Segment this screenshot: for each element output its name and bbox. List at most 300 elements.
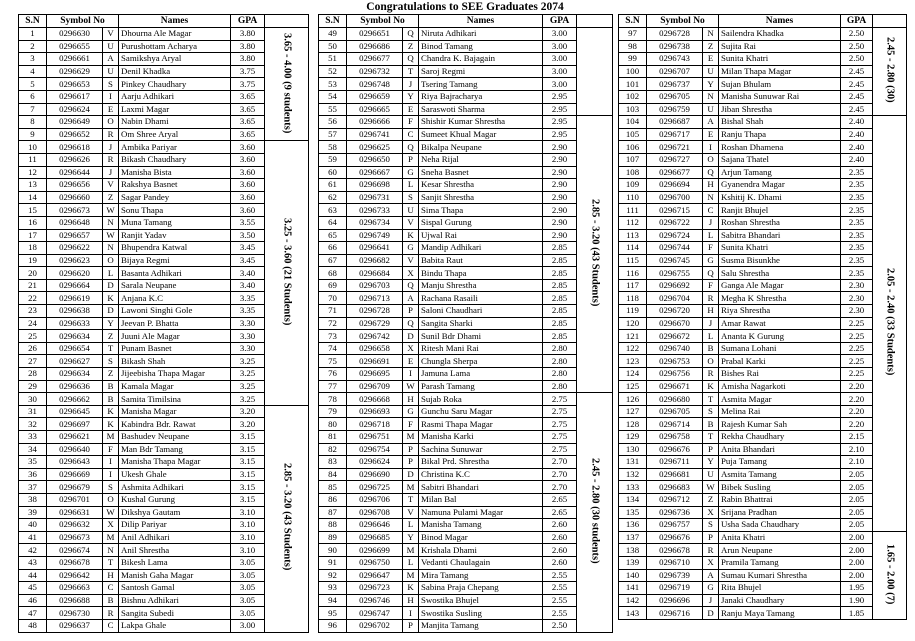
- student-gpa: 3.80: [231, 53, 265, 66]
- table-row: [619, 116, 907, 129]
- student-gpa: 2.60: [543, 531, 577, 544]
- student-name: Ananta K Gurung: [719, 330, 841, 343]
- table-row: [619, 380, 907, 393]
- table-row: [319, 242, 613, 255]
- table-row: [619, 267, 907, 280]
- student-name: Bishnu Adhikari: [119, 594, 231, 607]
- student-gpa: 2.40: [841, 153, 873, 166]
- student-name: Aarju Adhikari: [119, 90, 231, 103]
- student-sn: 6: [19, 90, 47, 103]
- student-symbol-letter: V: [103, 179, 119, 192]
- student-symbol-letter: I: [103, 456, 119, 469]
- student-gpa: 2.15: [841, 431, 873, 444]
- student-name: Manish Gaha Magar: [119, 569, 231, 582]
- student-symbol-letter: P: [403, 153, 419, 166]
- student-gpa: 2.25: [841, 368, 873, 381]
- student-name: Ganga Ale Magar: [719, 279, 841, 292]
- student-name: Denil Khadka: [119, 65, 231, 78]
- student-gpa: 2.35: [841, 191, 873, 204]
- student-name: Lakpa Ghale: [119, 619, 231, 632]
- student-gpa: 2.45: [841, 78, 873, 91]
- student-name: Bikash Shah: [119, 355, 231, 368]
- student-symbol: 0296743: [647, 53, 703, 66]
- student-gpa: 3.65: [231, 103, 265, 116]
- header-names: Names: [419, 15, 543, 28]
- student-sn: 108: [619, 166, 647, 179]
- student-sn: 56: [319, 116, 347, 129]
- table-row: [619, 544, 907, 557]
- student-gpa: 2.30: [841, 305, 873, 318]
- student-symbol: 0296618: [47, 141, 103, 154]
- student-gpa: 3.75: [231, 78, 265, 91]
- student-sn: 64: [319, 216, 347, 229]
- student-sn: 54: [319, 90, 347, 103]
- table-row: [319, 179, 613, 192]
- student-sn: 110: [619, 191, 647, 204]
- student-name: Pinkey Chaudhary: [119, 78, 231, 91]
- student-name: Susma Bisunkhe: [719, 254, 841, 267]
- student-symbol: 0296702: [347, 619, 403, 632]
- student-name: Niruta Adhikari: [419, 28, 543, 41]
- table-row: [619, 594, 907, 607]
- student-gpa: 3.00: [543, 53, 577, 66]
- table-row: [619, 40, 907, 53]
- student-symbol: 0296681: [647, 468, 703, 481]
- student-sn: 55: [319, 103, 347, 116]
- student-symbol-letter: P: [403, 456, 419, 469]
- student-sn: 14: [19, 191, 47, 204]
- student-sn: 132: [619, 468, 647, 481]
- student-sn: 72: [319, 317, 347, 330]
- student-gpa: 2.95: [543, 128, 577, 141]
- table-row: [319, 292, 613, 305]
- student-sn: 95: [319, 607, 347, 620]
- student-symbol-letter: O: [703, 153, 719, 166]
- student-symbol: 0296706: [347, 493, 403, 506]
- student-sn: 133: [619, 481, 647, 494]
- student-symbol: 0296671: [647, 380, 703, 393]
- student-gpa: 1.95: [841, 582, 873, 595]
- student-sn: 60: [319, 166, 347, 179]
- student-symbol: 0296716: [647, 607, 703, 620]
- student-symbol-letter: B: [703, 418, 719, 431]
- student-sn: 104: [619, 116, 647, 129]
- student-sn: 38: [19, 493, 47, 506]
- graduates-table-2: [318, 14, 613, 633]
- student-sn: 99: [619, 53, 647, 66]
- student-sn: 107: [619, 153, 647, 166]
- student-sn: 76: [319, 368, 347, 381]
- table-row: [619, 393, 907, 406]
- student-name: Kushal Gurung: [119, 493, 231, 506]
- table-row: [319, 594, 613, 607]
- student-symbol-letter: U: [103, 40, 119, 53]
- student-symbol-letter: J: [403, 78, 419, 91]
- student-sn: 89: [319, 531, 347, 544]
- student-name: Ujwal Rai: [419, 229, 543, 242]
- table-row: [319, 544, 613, 557]
- student-symbol: 0296678: [647, 544, 703, 557]
- student-symbol-letter: W: [403, 380, 419, 393]
- student-symbol: 0296695: [347, 368, 403, 381]
- student-sn: 47: [19, 607, 47, 620]
- student-name: Chungla Sherpa: [419, 355, 543, 368]
- student-gpa: 2.50: [841, 53, 873, 66]
- table-row: [319, 431, 613, 444]
- student-symbol-letter: D: [403, 468, 419, 481]
- student-symbol-letter: D: [103, 305, 119, 318]
- student-name: Sonu Thapa: [119, 204, 231, 217]
- student-symbol: 0296676: [647, 531, 703, 544]
- student-sn: 93: [319, 582, 347, 595]
- student-sn: 63: [319, 204, 347, 217]
- student-symbol-letter: P: [703, 531, 719, 544]
- student-symbol-letter: U: [403, 204, 419, 217]
- student-gpa: 2.90: [543, 191, 577, 204]
- student-gpa: 2.05: [841, 506, 873, 519]
- student-symbol-letter: G: [703, 254, 719, 267]
- student-sn: 11: [19, 153, 47, 166]
- student-name: Anil Adhikari: [119, 531, 231, 544]
- header-names: Names: [119, 15, 231, 28]
- student-gpa: 1.85: [841, 607, 873, 620]
- student-name: Rachana Rasaili: [419, 292, 543, 305]
- student-sn: 74: [319, 342, 347, 355]
- table-row: [319, 418, 613, 431]
- student-gpa: 1.90: [841, 594, 873, 607]
- student-sn: 77: [319, 380, 347, 393]
- student-sn: 103: [619, 103, 647, 116]
- table-row: [619, 103, 907, 116]
- student-gpa: 3.65: [231, 116, 265, 129]
- header-gpa: GPA: [231, 15, 265, 28]
- student-gpa: 2.00: [841, 544, 873, 557]
- table-row: [319, 456, 613, 469]
- student-name: Asmita Magar: [719, 393, 841, 406]
- student-symbol-letter: Y: [703, 456, 719, 469]
- student-name: Kamala Magar: [119, 380, 231, 393]
- student-gpa: 3.15: [231, 493, 265, 506]
- student-gpa: 2.00: [841, 569, 873, 582]
- student-gpa: 2.95: [543, 103, 577, 116]
- student-name: Manjita Tamang: [419, 619, 543, 632]
- student-symbol: 0296742: [347, 330, 403, 343]
- table-row: [619, 141, 907, 154]
- student-sn: 49: [319, 28, 347, 41]
- student-gpa: 2.55: [543, 582, 577, 595]
- student-gpa: 2.60: [543, 519, 577, 532]
- student-symbol-letter: N: [703, 191, 719, 204]
- student-gpa: 2.00: [841, 531, 873, 544]
- student-sn: 90: [319, 544, 347, 557]
- student-sn: 137: [619, 531, 647, 544]
- student-sn: 20: [19, 267, 47, 280]
- student-symbol: 0296667: [347, 166, 403, 179]
- student-symbol-letter: O: [703, 355, 719, 368]
- student-sn: 30: [19, 393, 47, 406]
- student-sn: 73: [319, 330, 347, 343]
- student-gpa: 3.65: [231, 128, 265, 141]
- student-name: Binod Magar: [419, 531, 543, 544]
- student-symbol-letter: I: [703, 141, 719, 154]
- student-gpa: 2.45: [841, 90, 873, 103]
- student-sn: 86: [319, 493, 347, 506]
- student-gpa: 2.45: [841, 103, 873, 116]
- gpa-range-label: 2.05 - 2.40 (33 Students): [884, 268, 896, 376]
- student-name: Bishal Shah: [719, 116, 841, 129]
- table-row: [619, 166, 907, 179]
- student-gpa: 3.65: [231, 90, 265, 103]
- table-row: [619, 368, 907, 381]
- student-gpa: 3.60: [231, 179, 265, 192]
- student-gpa: 3.20: [231, 405, 265, 418]
- student-gpa: 3.25: [231, 393, 265, 406]
- table-row: [619, 292, 907, 305]
- student-symbol: 0296739: [647, 569, 703, 582]
- table-row: [619, 28, 907, 41]
- table-row: [319, 204, 613, 217]
- student-symbol-letter: V: [403, 216, 419, 229]
- student-name: Sabitra Bhandari: [719, 229, 841, 242]
- student-symbol: 0296665: [347, 103, 403, 116]
- student-symbol-letter: Y: [403, 90, 419, 103]
- student-symbol-letter: R: [103, 128, 119, 141]
- student-symbol-letter: U: [103, 65, 119, 78]
- student-symbol: 0296634: [47, 330, 103, 343]
- table-row: [319, 267, 613, 280]
- table-row: [319, 279, 613, 292]
- student-symbol: 0296677: [647, 166, 703, 179]
- student-name: Tsering Tamang: [419, 78, 543, 91]
- student-sn: 80: [319, 418, 347, 431]
- student-sn: 67: [319, 254, 347, 267]
- student-sn: 31: [19, 405, 47, 418]
- student-sn: 4: [19, 65, 47, 78]
- gpa-range-group: [873, 116, 907, 532]
- student-symbol-letter: Z: [103, 330, 119, 343]
- student-name: Saroj Regmi: [419, 65, 543, 78]
- student-symbol: 0296669: [47, 468, 103, 481]
- student-name: Bikesh Lama: [119, 556, 231, 569]
- student-symbol-letter: E: [703, 53, 719, 66]
- student-symbol: 0296676: [647, 443, 703, 456]
- table-row: [619, 456, 907, 469]
- student-sn: 102: [619, 90, 647, 103]
- student-sn: 3: [19, 53, 47, 66]
- student-name: Ukesh Ghale: [119, 468, 231, 481]
- student-sn: 5: [19, 78, 47, 91]
- student-symbol-letter: S: [403, 191, 419, 204]
- student-name: Jeevan P. Bhatta: [119, 317, 231, 330]
- student-symbol: 0296643: [47, 456, 103, 469]
- student-sn: 36: [19, 468, 47, 481]
- student-gpa: 3.10: [231, 544, 265, 557]
- table-row: [319, 90, 613, 103]
- student-symbol: 0296738: [647, 40, 703, 53]
- student-sn: 106: [619, 141, 647, 154]
- student-gpa: 2.75: [543, 393, 577, 406]
- student-sn: 87: [319, 506, 347, 519]
- student-symbol: 0296666: [347, 116, 403, 129]
- student-symbol: 0296755: [647, 267, 703, 280]
- student-gpa: 3.30: [231, 342, 265, 355]
- table-row: [319, 229, 613, 242]
- student-sn: 125: [619, 380, 647, 393]
- student-gpa: 3.15: [231, 443, 265, 456]
- student-name: Sujan Bhulam: [719, 78, 841, 91]
- student-name: Kesar Shrestha: [419, 179, 543, 192]
- student-name: Swostika Bhujel: [419, 594, 543, 607]
- student-sn: 66: [319, 242, 347, 255]
- student-gpa: 3.45: [231, 254, 265, 267]
- table-row: [619, 305, 907, 318]
- student-name: Pramila Tamang: [719, 556, 841, 569]
- student-name: Saraswoti Sharma: [419, 103, 543, 116]
- table-row: [319, 191, 613, 204]
- student-symbol-letter: Q: [703, 267, 719, 280]
- student-gpa: 3.30: [231, 330, 265, 343]
- student-symbol-letter: E: [703, 128, 719, 141]
- student-sn: 45: [19, 582, 47, 595]
- student-name: Anita Bhandari: [719, 443, 841, 456]
- student-name: Sumau Kumari Shrestha: [719, 569, 841, 582]
- student-symbol: 0296632: [47, 519, 103, 532]
- student-sn: 100: [619, 65, 647, 78]
- table-row: [619, 531, 907, 544]
- student-gpa: 2.85: [543, 317, 577, 330]
- table-row: [319, 305, 613, 318]
- student-gpa: 2.45: [841, 65, 873, 78]
- student-name: Melina Rai: [719, 405, 841, 418]
- student-gpa: 2.55: [543, 607, 577, 620]
- student-symbol: 0296631: [47, 506, 103, 519]
- table-row: [319, 216, 613, 229]
- table-row: [619, 418, 907, 431]
- student-sn: 42: [19, 544, 47, 557]
- student-name: Swostika Susling: [419, 607, 543, 620]
- student-symbol-letter: H: [403, 594, 419, 607]
- student-symbol: 0296677: [347, 53, 403, 66]
- student-symbol: 0296729: [347, 317, 403, 330]
- student-gpa: 2.35: [841, 254, 873, 267]
- student-name: Sarala Neupane: [119, 279, 231, 292]
- student-symbol-letter: F: [403, 116, 419, 129]
- table-row: [319, 519, 613, 532]
- student-symbol-letter: Q: [403, 317, 419, 330]
- student-gpa: 3.35: [231, 292, 265, 305]
- table-row: [619, 481, 907, 494]
- student-sn: 35: [19, 456, 47, 469]
- student-name: Roshan Dhamena: [719, 141, 841, 154]
- student-gpa: 2.85: [543, 305, 577, 318]
- table-row: [319, 405, 613, 418]
- student-name: Sailendra Khadka: [719, 28, 841, 41]
- student-symbol-letter: L: [403, 556, 419, 569]
- student-sn: 79: [319, 405, 347, 418]
- student-name: Bashudev Neupane: [119, 431, 231, 444]
- student-name: Manisha Tamang: [419, 519, 543, 532]
- student-symbol: 0296656: [47, 179, 103, 192]
- student-symbol-letter: I: [403, 607, 419, 620]
- student-gpa: 2.40: [841, 116, 873, 129]
- student-name: Sangita Subedi: [119, 607, 231, 620]
- student-symbol-letter: V: [403, 506, 419, 519]
- table-row: [319, 368, 613, 381]
- student-symbol: 0296718: [347, 418, 403, 431]
- student-gpa: 2.75: [543, 418, 577, 431]
- table-row: [619, 204, 907, 217]
- student-gpa: 3.05: [231, 607, 265, 620]
- student-name: Puja Tamang: [719, 456, 841, 469]
- header-gpa: GPA: [841, 15, 873, 28]
- student-symbol-letter: P: [703, 443, 719, 456]
- student-sn: 124: [619, 368, 647, 381]
- student-gpa: 2.80: [543, 342, 577, 355]
- student-sn: 112: [619, 216, 647, 229]
- student-symbol: 0296699: [347, 544, 403, 557]
- student-gpa: 2.90: [543, 204, 577, 217]
- student-symbol: 0296710: [647, 556, 703, 569]
- student-name: Binod Tamang: [419, 40, 543, 53]
- student-symbol-letter: T: [703, 431, 719, 444]
- student-symbol-letter: L: [703, 330, 719, 343]
- student-sn: 118: [619, 292, 647, 305]
- student-name: Sanjit Shrestha: [419, 191, 543, 204]
- student-symbol-letter: V: [403, 254, 419, 267]
- student-gpa: 2.85: [543, 279, 577, 292]
- student-symbol: 0296663: [47, 582, 103, 595]
- student-gpa: 2.75: [543, 431, 577, 444]
- student-name: Bindu Thapa: [419, 267, 543, 280]
- student-name: Christina K.C: [419, 468, 543, 481]
- student-name: Sispal Gurung: [419, 216, 543, 229]
- student-symbol-letter: R: [103, 607, 119, 620]
- table-row: [619, 78, 907, 91]
- student-symbol-letter: M: [403, 481, 419, 494]
- student-sn: 140: [619, 569, 647, 582]
- student-symbol-letter: Q: [403, 53, 419, 66]
- student-symbol: 0296652: [47, 128, 103, 141]
- student-symbol-letter: E: [403, 355, 419, 368]
- student-symbol-letter: G: [403, 166, 419, 179]
- student-symbol-letter: N: [103, 216, 119, 229]
- student-gpa: 2.70: [543, 481, 577, 494]
- student-sn: 23: [19, 305, 47, 318]
- student-symbol: 0296664: [47, 279, 103, 292]
- student-sn: 131: [619, 456, 647, 469]
- student-sn: 26: [19, 342, 47, 355]
- student-symbol-letter: W: [103, 506, 119, 519]
- student-symbol-letter: G: [703, 582, 719, 595]
- student-gpa: 3.60: [231, 204, 265, 217]
- student-name: Manisha Bista: [119, 166, 231, 179]
- table-row: [319, 607, 613, 620]
- student-gpa: 2.70: [543, 468, 577, 481]
- student-symbol: 0296687: [647, 116, 703, 129]
- student-name: Amar Rawat: [719, 317, 841, 330]
- gpa-range-group: [873, 28, 907, 116]
- student-symbol: 0296661: [47, 53, 103, 66]
- student-sn: 51: [319, 53, 347, 66]
- table-row: [319, 342, 613, 355]
- student-name: Punam Basnet: [119, 342, 231, 355]
- student-sn: 94: [319, 594, 347, 607]
- header-sn: S.N: [19, 15, 47, 28]
- student-symbol: 0296644: [47, 166, 103, 179]
- student-sn: 139: [619, 556, 647, 569]
- student-name: Shishir Kumar Shrestha: [419, 116, 543, 129]
- student-symbol: 0296757: [647, 519, 703, 532]
